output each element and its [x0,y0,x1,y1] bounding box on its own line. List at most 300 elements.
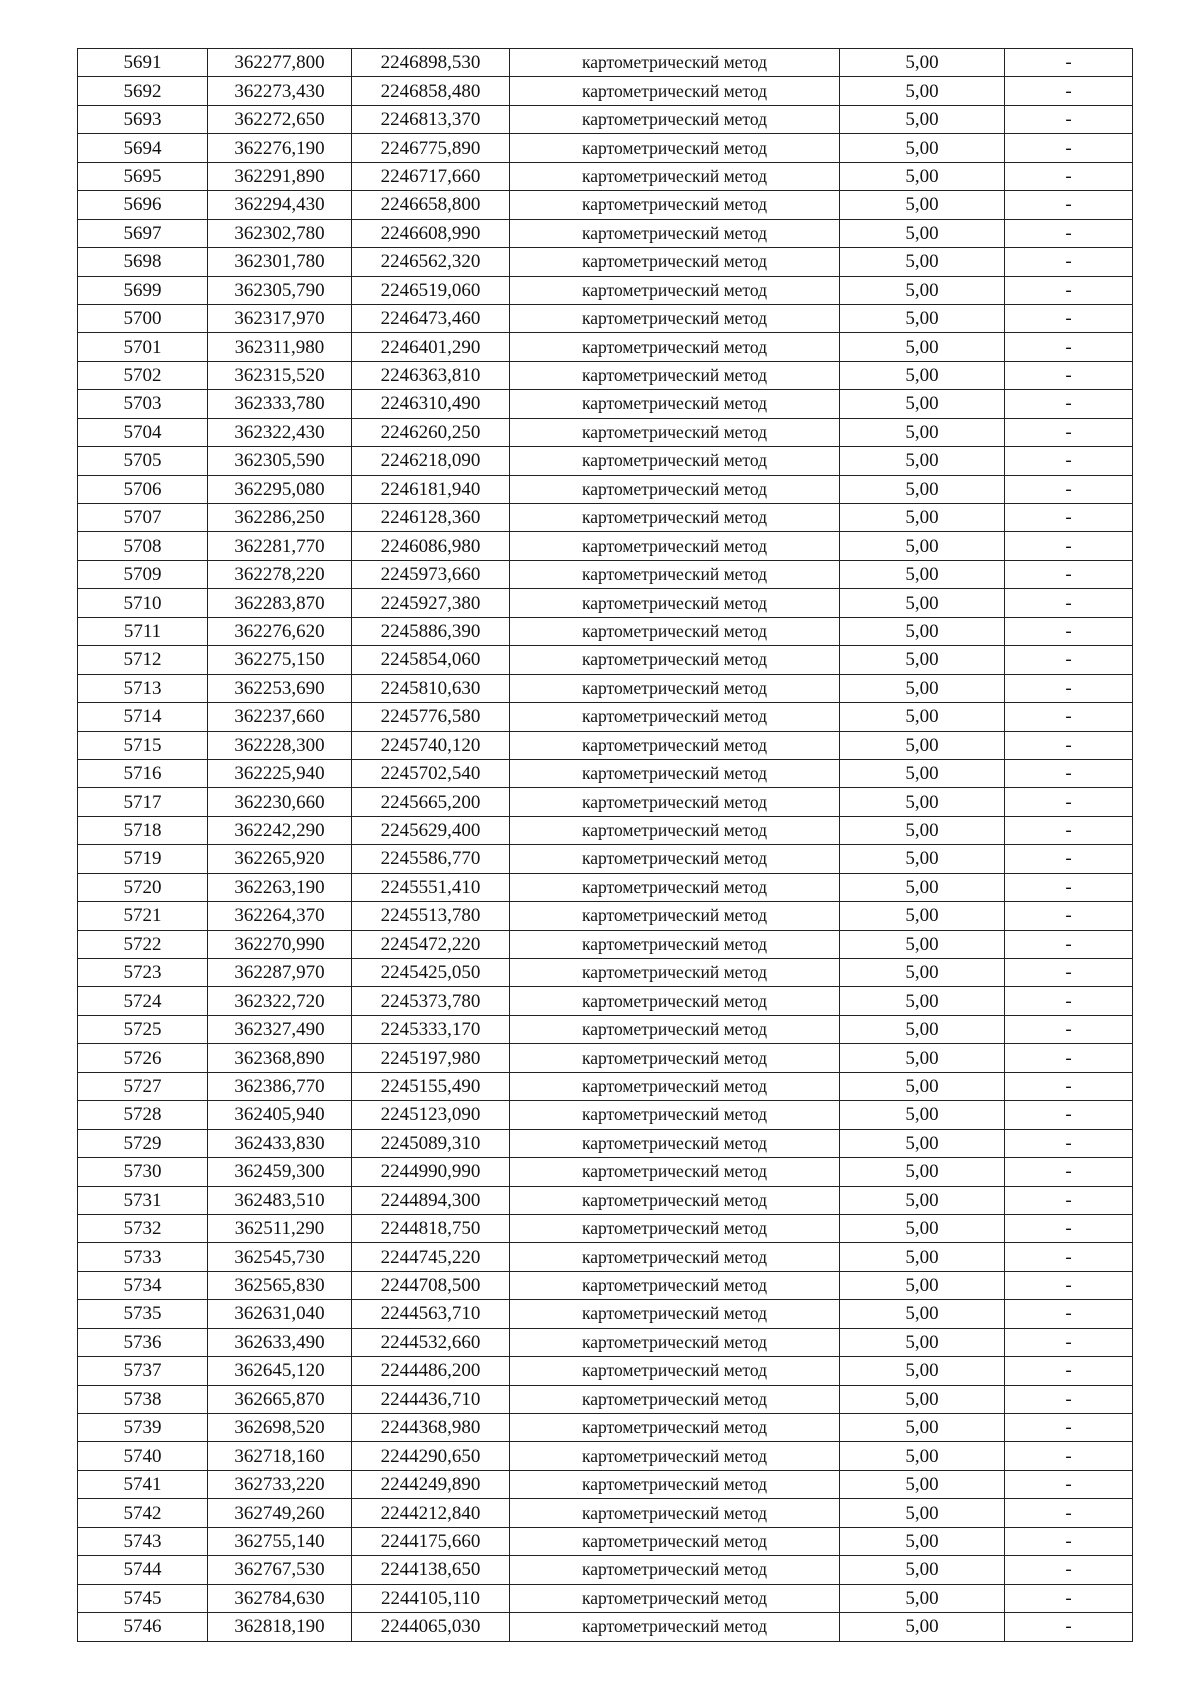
y-coordinate-cell: 2245197,980 [352,1044,510,1072]
coordinates-table [77,48,1133,1642]
table-row [78,703,1133,731]
y-coordinate-cell: 2245425,050 [352,959,510,987]
y-coordinate-cell: 2245927,380 [352,589,510,617]
description-cell: - [1005,276,1133,304]
accuracy-cell: 5,00 [840,930,1005,958]
point-number-cell: 5691 [78,49,208,77]
method-cell: картометрический метод [510,1584,840,1612]
accuracy-cell: 5,00 [840,1243,1005,1271]
x-coordinate-cell: 362718,160 [208,1442,352,1470]
x-coordinate-cell: 362305,590 [208,447,352,475]
y-coordinate-cell: 2244105,110 [352,1584,510,1612]
accuracy-cell: 5,00 [840,1470,1005,1498]
y-coordinate-cell: 2246128,360 [352,504,510,532]
method-cell: картометрический метод [510,1527,840,1555]
point-number-cell: 5735 [78,1300,208,1328]
y-coordinate-cell: 2244368,980 [352,1414,510,1442]
x-coordinate-cell: 362317,970 [208,304,352,332]
y-coordinate-cell: 2244532,660 [352,1328,510,1356]
point-number-cell: 5696 [78,191,208,219]
point-number-cell: 5698 [78,248,208,276]
y-coordinate-cell: 2246363,810 [352,361,510,389]
method-cell: картометрический метод [510,162,840,190]
point-number-cell: 5706 [78,475,208,503]
method-cell: картометрический метод [510,1271,840,1299]
accuracy-cell: 5,00 [840,333,1005,361]
description-cell: - [1005,1357,1133,1385]
description-cell: - [1005,1442,1133,1470]
table-row [78,77,1133,105]
table-row [78,674,1133,702]
y-coordinate-cell: 2246260,250 [352,418,510,446]
method-cell: картометрический метод [510,1015,840,1043]
method-cell: картометрический метод [510,475,840,503]
table-row [78,759,1133,787]
table-row [78,1499,1133,1527]
y-coordinate-cell: 2245702,540 [352,759,510,787]
y-coordinate-cell: 2246562,320 [352,248,510,276]
y-coordinate-cell: 2245472,220 [352,930,510,958]
method-cell: картометрический метод [510,333,840,361]
method-cell: картометрический метод [510,134,840,162]
point-number-cell: 5694 [78,134,208,162]
table-row [78,191,1133,219]
point-number-cell: 5718 [78,816,208,844]
x-coordinate-cell: 362230,660 [208,788,352,816]
x-coordinate-cell: 362272,650 [208,105,352,133]
description-cell: - [1005,219,1133,247]
y-coordinate-cell: 2244175,660 [352,1527,510,1555]
description-cell: - [1005,1044,1133,1072]
y-coordinate-cell: 2244563,710 [352,1300,510,1328]
x-coordinate-cell: 362273,430 [208,77,352,105]
x-coordinate-cell: 362749,260 [208,1499,352,1527]
method-cell: картометрический метод [510,1300,840,1328]
method-cell: картометрический метод [510,304,840,332]
accuracy-cell: 5,00 [840,1556,1005,1584]
accuracy-cell: 5,00 [840,1613,1005,1641]
description-cell: - [1005,845,1133,873]
table-row [78,447,1133,475]
description-cell: - [1005,1414,1133,1442]
accuracy-cell: 5,00 [840,191,1005,219]
table-row [78,873,1133,901]
method-cell: картометрический метод [510,1214,840,1242]
table-row [78,1385,1133,1413]
x-coordinate-cell: 362263,190 [208,873,352,901]
table-row [78,788,1133,816]
description-cell: - [1005,987,1133,1015]
y-coordinate-cell: 2246086,980 [352,532,510,560]
method-cell: картометрический метод [510,390,840,418]
table-row [78,1300,1133,1328]
point-number-cell: 5721 [78,902,208,930]
y-coordinate-cell: 2246310,490 [352,390,510,418]
method-cell: картометрический метод [510,959,840,987]
point-number-cell: 5734 [78,1271,208,1299]
accuracy-cell: 5,00 [840,1499,1005,1527]
accuracy-cell: 5,00 [840,1414,1005,1442]
description-cell: - [1005,49,1133,77]
point-number-cell: 5730 [78,1158,208,1186]
y-coordinate-cell: 2244249,890 [352,1470,510,1498]
table-row [78,418,1133,446]
x-coordinate-cell: 362645,120 [208,1357,352,1385]
accuracy-cell: 5,00 [840,276,1005,304]
y-coordinate-cell: 2244436,710 [352,1385,510,1413]
table-row [78,1186,1133,1214]
description-cell: - [1005,1556,1133,1584]
accuracy-cell: 5,00 [840,390,1005,418]
table-row [78,845,1133,873]
accuracy-cell: 5,00 [840,134,1005,162]
method-cell: картометрический метод [510,1186,840,1214]
table-row [78,1101,1133,1129]
table-row [78,930,1133,958]
x-coordinate-cell: 362270,990 [208,930,352,958]
table-row [78,1328,1133,1356]
accuracy-cell: 5,00 [840,1158,1005,1186]
table-row [78,1527,1133,1555]
table-row [78,248,1133,276]
x-coordinate-cell: 362322,430 [208,418,352,446]
point-number-cell: 5719 [78,845,208,873]
accuracy-cell: 5,00 [840,304,1005,332]
accuracy-cell: 5,00 [840,1214,1005,1242]
x-coordinate-cell: 362315,520 [208,361,352,389]
x-coordinate-cell: 362545,730 [208,1243,352,1271]
point-number-cell: 5701 [78,333,208,361]
method-cell: картометрический метод [510,759,840,787]
y-coordinate-cell: 2245810,630 [352,674,510,702]
accuracy-cell: 5,00 [840,560,1005,588]
point-number-cell: 5728 [78,1101,208,1129]
point-number-cell: 5742 [78,1499,208,1527]
table-row [78,1556,1133,1584]
description-cell: - [1005,447,1133,475]
table-row [78,504,1133,532]
y-coordinate-cell: 2245123,090 [352,1101,510,1129]
x-coordinate-cell: 362631,040 [208,1300,352,1328]
y-coordinate-cell: 2245513,780 [352,902,510,930]
point-number-cell: 5740 [78,1442,208,1470]
method-cell: картометрический метод [510,646,840,674]
accuracy-cell: 5,00 [840,1328,1005,1356]
method-cell: картометрический метод [510,248,840,276]
point-number-cell: 5702 [78,361,208,389]
table-row [78,1442,1133,1470]
table-row [78,1243,1133,1271]
x-coordinate-cell: 362333,780 [208,390,352,418]
x-coordinate-cell: 362305,790 [208,276,352,304]
table-row [78,1584,1133,1612]
accuracy-cell: 5,00 [840,674,1005,702]
accuracy-cell: 5,00 [840,959,1005,987]
x-coordinate-cell: 362281,770 [208,532,352,560]
table-row [78,105,1133,133]
y-coordinate-cell: 2244065,030 [352,1613,510,1641]
description-cell: - [1005,1101,1133,1129]
method-cell: картометрический метод [510,1357,840,1385]
description-cell: - [1005,788,1133,816]
description-cell: - [1005,248,1133,276]
point-number-cell: 5746 [78,1613,208,1641]
method-cell: картометрический метод [510,1328,840,1356]
point-number-cell: 5714 [78,703,208,731]
y-coordinate-cell: 2245776,580 [352,703,510,731]
table-row [78,1072,1133,1100]
description-cell: - [1005,1613,1133,1641]
point-number-cell: 5723 [78,959,208,987]
coordinates-table-body [78,49,1133,1642]
accuracy-cell: 5,00 [840,1271,1005,1299]
x-coordinate-cell: 362767,530 [208,1556,352,1584]
point-number-cell: 5713 [78,674,208,702]
method-cell: картометрический метод [510,816,840,844]
point-number-cell: 5722 [78,930,208,958]
description-cell: - [1005,162,1133,190]
x-coordinate-cell: 362459,300 [208,1158,352,1186]
x-coordinate-cell: 362386,770 [208,1072,352,1100]
description-cell: - [1005,873,1133,901]
accuracy-cell: 5,00 [840,646,1005,674]
method-cell: картометрический метод [510,191,840,219]
accuracy-cell: 5,00 [840,845,1005,873]
x-coordinate-cell: 362294,430 [208,191,352,219]
accuracy-cell: 5,00 [840,504,1005,532]
point-number-cell: 5743 [78,1527,208,1555]
description-cell: - [1005,589,1133,617]
table-row [78,560,1133,588]
accuracy-cell: 5,00 [840,77,1005,105]
method-cell: картометрический метод [510,418,840,446]
accuracy-cell: 5,00 [840,703,1005,731]
accuracy-cell: 5,00 [840,1044,1005,1072]
method-cell: картометрический метод [510,1243,840,1271]
y-coordinate-cell: 2246401,290 [352,333,510,361]
description-cell: - [1005,1243,1133,1271]
x-coordinate-cell: 362237,660 [208,703,352,731]
method-cell: картометрический метод [510,731,840,759]
table-row [78,1015,1133,1043]
x-coordinate-cell: 362225,940 [208,759,352,787]
table-row [78,816,1133,844]
x-coordinate-cell: 362264,370 [208,902,352,930]
accuracy-cell: 5,00 [840,1186,1005,1214]
method-cell: картометрический метод [510,560,840,588]
accuracy-cell: 5,00 [840,1015,1005,1043]
accuracy-cell: 5,00 [840,873,1005,901]
description-cell: - [1005,1527,1133,1555]
y-coordinate-cell: 2244745,220 [352,1243,510,1271]
description-cell: - [1005,1470,1133,1498]
x-coordinate-cell: 362405,940 [208,1101,352,1129]
accuracy-cell: 5,00 [840,447,1005,475]
table-row [78,276,1133,304]
method-cell: картометрический метод [510,1158,840,1186]
x-coordinate-cell: 362253,690 [208,674,352,702]
method-cell: картометрический метод [510,873,840,901]
x-coordinate-cell: 362276,190 [208,134,352,162]
accuracy-cell: 5,00 [840,1129,1005,1157]
method-cell: картометрический метод [510,1470,840,1498]
accuracy-cell: 5,00 [840,1357,1005,1385]
y-coordinate-cell: 2246181,940 [352,475,510,503]
point-number-cell: 5744 [78,1556,208,1584]
x-coordinate-cell: 362291,890 [208,162,352,190]
description-cell: - [1005,134,1133,162]
point-number-cell: 5745 [78,1584,208,1612]
x-coordinate-cell: 362287,970 [208,959,352,987]
x-coordinate-cell: 362302,780 [208,219,352,247]
y-coordinate-cell: 2246218,090 [352,447,510,475]
description-cell: - [1005,504,1133,532]
x-coordinate-cell: 362818,190 [208,1613,352,1641]
x-coordinate-cell: 362301,780 [208,248,352,276]
point-number-cell: 5697 [78,219,208,247]
method-cell: картометрический метод [510,77,840,105]
accuracy-cell: 5,00 [840,49,1005,77]
table-row [78,1214,1133,1242]
description-cell: - [1005,759,1133,787]
description-cell: - [1005,532,1133,560]
x-coordinate-cell: 362368,890 [208,1044,352,1072]
x-coordinate-cell: 362265,920 [208,845,352,873]
description-cell: - [1005,1214,1133,1242]
description-cell: - [1005,959,1133,987]
description-cell: - [1005,418,1133,446]
accuracy-cell: 5,00 [840,902,1005,930]
x-coordinate-cell: 362311,980 [208,333,352,361]
method-cell: картометрический метод [510,105,840,133]
method-cell: картометрический метод [510,276,840,304]
point-number-cell: 5704 [78,418,208,446]
point-number-cell: 5736 [78,1328,208,1356]
y-coordinate-cell: 2245089,310 [352,1129,510,1157]
description-cell: - [1005,902,1133,930]
method-cell: картометрический метод [510,532,840,560]
accuracy-cell: 5,00 [840,1584,1005,1612]
accuracy-cell: 5,00 [840,105,1005,133]
point-number-cell: 5726 [78,1044,208,1072]
point-number-cell: 5707 [78,504,208,532]
method-cell: картометрический метод [510,1414,840,1442]
y-coordinate-cell: 2246658,800 [352,191,510,219]
point-number-cell: 5712 [78,646,208,674]
point-number-cell: 5724 [78,987,208,1015]
point-number-cell: 5709 [78,560,208,588]
y-coordinate-cell: 2246898,530 [352,49,510,77]
x-coordinate-cell: 362276,620 [208,617,352,645]
table-row [78,1470,1133,1498]
x-coordinate-cell: 362755,140 [208,1527,352,1555]
y-coordinate-cell: 2244708,500 [352,1271,510,1299]
table-row [78,134,1133,162]
point-number-cell: 5717 [78,788,208,816]
point-number-cell: 5700 [78,304,208,332]
x-coordinate-cell: 362275,150 [208,646,352,674]
table-row [78,1129,1133,1157]
description-cell: - [1005,475,1133,503]
y-coordinate-cell: 2246717,660 [352,162,510,190]
table-row [78,987,1133,1015]
table-row [78,1357,1133,1385]
x-coordinate-cell: 362483,510 [208,1186,352,1214]
accuracy-cell: 5,00 [840,589,1005,617]
point-number-cell: 5733 [78,1243,208,1271]
description-cell: - [1005,333,1133,361]
method-cell: картометрический метод [510,1556,840,1584]
y-coordinate-cell: 2245973,660 [352,560,510,588]
method-cell: картометрический метод [510,447,840,475]
description-cell: - [1005,77,1133,105]
y-coordinate-cell: 2244818,750 [352,1214,510,1242]
table-row [78,1414,1133,1442]
x-coordinate-cell: 362322,720 [208,987,352,1015]
point-number-cell: 5739 [78,1414,208,1442]
accuracy-cell: 5,00 [840,759,1005,787]
description-cell: - [1005,105,1133,133]
description-cell: - [1005,930,1133,958]
y-coordinate-cell: 2244138,650 [352,1556,510,1584]
method-cell: картометрический метод [510,1044,840,1072]
point-number-cell: 5738 [78,1385,208,1413]
point-number-cell: 5692 [78,77,208,105]
description-cell: - [1005,646,1133,674]
x-coordinate-cell: 362295,080 [208,475,352,503]
accuracy-cell: 5,00 [840,1300,1005,1328]
y-coordinate-cell: 2245551,410 [352,873,510,901]
x-coordinate-cell: 362278,220 [208,560,352,588]
description-cell: - [1005,1186,1133,1214]
description-cell: - [1005,1385,1133,1413]
x-coordinate-cell: 362286,250 [208,504,352,532]
method-cell: картометрический метод [510,987,840,1015]
method-cell: картометрический метод [510,1072,840,1100]
accuracy-cell: 5,00 [840,532,1005,560]
table-row [78,1158,1133,1186]
method-cell: картометрический метод [510,1101,840,1129]
table-row [78,1613,1133,1641]
description-cell: - [1005,1158,1133,1186]
point-number-cell: 5711 [78,617,208,645]
accuracy-cell: 5,00 [840,617,1005,645]
description-cell: - [1005,361,1133,389]
y-coordinate-cell: 2245629,400 [352,816,510,844]
accuracy-cell: 5,00 [840,731,1005,759]
point-number-cell: 5732 [78,1214,208,1242]
x-coordinate-cell: 362327,490 [208,1015,352,1043]
table-row [78,902,1133,930]
table-row [78,390,1133,418]
point-number-cell: 5715 [78,731,208,759]
point-number-cell: 5727 [78,1072,208,1100]
method-cell: картометрический метод [510,617,840,645]
x-coordinate-cell: 362665,870 [208,1385,352,1413]
accuracy-cell: 5,00 [840,1101,1005,1129]
accuracy-cell: 5,00 [840,1442,1005,1470]
method-cell: картометрический метод [510,703,840,731]
description-cell: - [1005,731,1133,759]
table-row [78,532,1133,560]
description-cell: - [1005,191,1133,219]
method-cell: картометрический метод [510,845,840,873]
x-coordinate-cell: 362283,870 [208,589,352,617]
y-coordinate-cell: 2245886,390 [352,617,510,645]
accuracy-cell: 5,00 [840,475,1005,503]
x-coordinate-cell: 362565,830 [208,1271,352,1299]
method-cell: картометрический метод [510,589,840,617]
